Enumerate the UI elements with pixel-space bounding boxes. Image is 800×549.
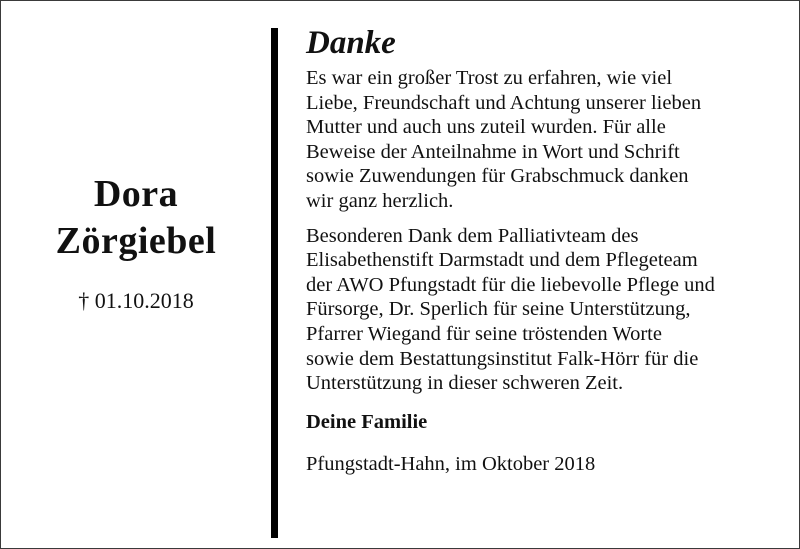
vertical-divider <box>271 28 278 538</box>
special-thanks-paragraph: Besonderen Dank dem Palliativteam des Elisabethenstift Darmstadt und dem Pflegeteam der AWO Pfungstadt für die liebevolle Pflege und Fürsorge, Dr. Sperlich für seine Unterstützung, Pfarrer Wiegand für seine tröstenden Worte sowie dem Bestattungsinstitut Falk-Hörr für die Unterstützung in dieser schweren Zeit. <box>306 224 715 395</box>
thanks-paragraph: Es war ein großer Trost zu erfahren, wie viel Liebe, Freundschaft und Achtung unserer lieben Mutter und auch uns zuteil wurden. Für alle Beweise der Anteilnahme in Wort und Schrift sowie Zuwendungen für Grabschmuck danken wir ganz herzlich. <box>306 67 702 212</box>
thanks-panel <box>306 22 792 477</box>
death-date: † 01.10.2018 <box>78 288 194 313</box>
deceased-panel <box>0 0 272 549</box>
deceased-first-name: Dora <box>93 173 179 215</box>
thanks-heading: Danke <box>306 25 396 61</box>
place-date: Pfungstadt-Hahn, im Oktober 2018 <box>306 453 596 476</box>
family-signature: Deine Familie <box>306 410 428 433</box>
deceased-last-name: Zörgiebel <box>55 220 217 262</box>
